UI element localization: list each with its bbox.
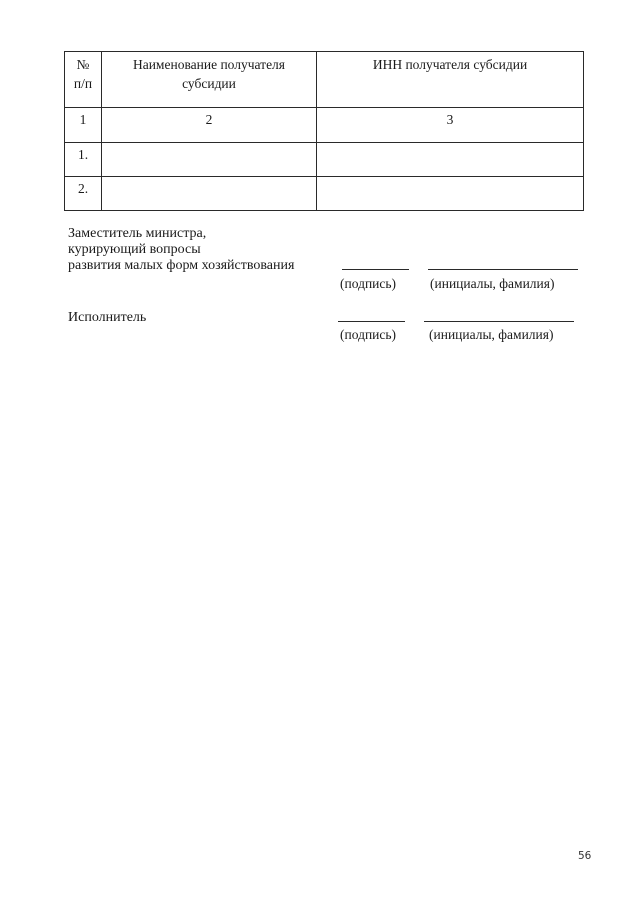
deputy-signature-line [342,269,409,270]
table-row [65,177,584,211]
deputy-title-line1: Заместитель министра, [68,226,207,241]
page-number: 56 [578,850,592,862]
recipient-inn-cell [317,143,584,177]
deputy-signature-caption: (подпись) [340,276,397,291]
column-number-2: 2 [102,108,317,143]
executor-signature-line [338,321,405,322]
deputy-title-line2: курирующий вопросы [68,242,201,257]
recipient-inn-cell [317,177,584,211]
header-number-line1: № [76,57,90,72]
column-number-1: 1 [65,108,102,143]
executor-label: Исполнитель [68,310,147,325]
deputy-title-line3: развития малых форм хозяйствования [68,258,295,273]
header-inn-cell [317,52,584,108]
column-number-3: 3 [317,108,584,143]
column-numbering-row [65,108,584,143]
executor-name-line [424,321,574,322]
executor-name-caption: (инициалы, фамилия) [429,327,554,342]
executor-signature-caption: (подпись) [340,327,397,342]
header-name-line1: Наименование получателя [132,57,286,72]
header-name-line2: субсидии [182,76,236,91]
deputy-name-caption: (инициалы, фамилия) [430,276,555,291]
header-number-line2: п/п [73,76,93,91]
header-inn-label: ИНН получателя субсидии [372,57,528,72]
row-number: 2. [65,177,102,211]
recipient-name-cell [102,143,317,177]
deputy-name-line [428,269,578,270]
row-number: 1. [65,143,102,177]
recipient-name-cell [102,177,317,211]
header-name-cell [102,52,317,108]
subsidy-recipients-table [64,51,584,211]
header-number-cell [65,52,102,108]
table-row [65,143,584,177]
table-header-row [65,52,584,108]
